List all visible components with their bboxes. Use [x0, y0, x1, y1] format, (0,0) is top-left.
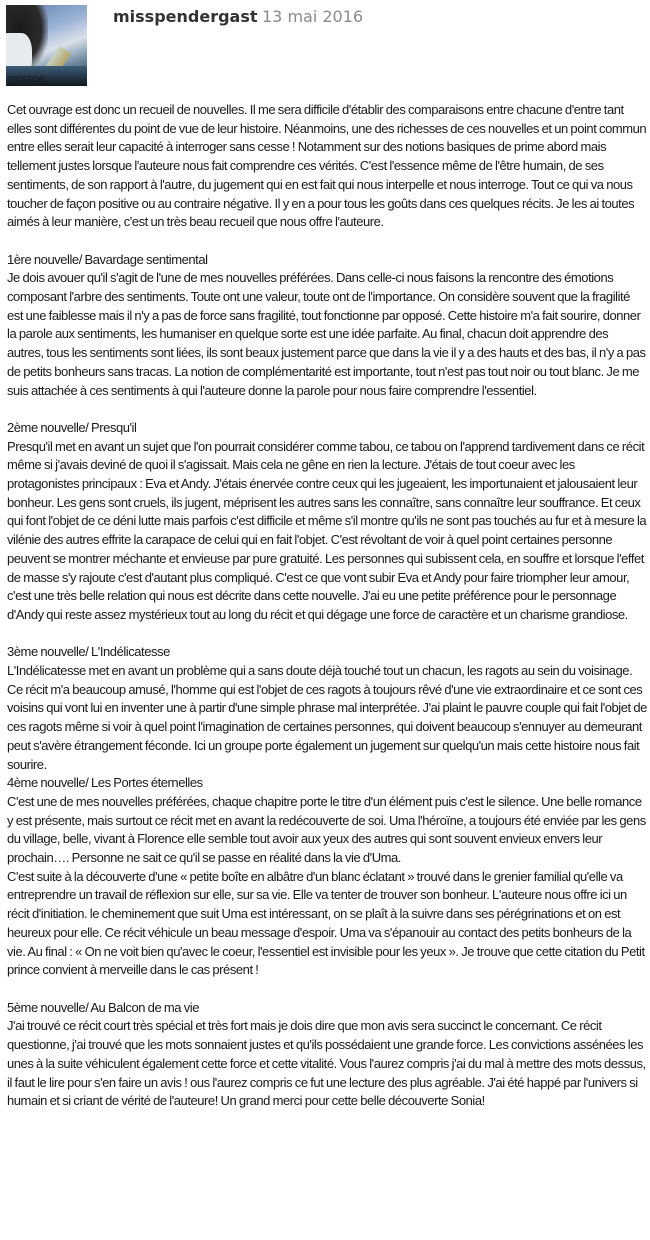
paragraph-gap — [7, 980, 647, 999]
post-header — [0, 0, 650, 90]
section-title-4: 4ème nouvelle/ Les Portes éternelles — [7, 775, 203, 791]
paragraph-gap — [7, 400, 647, 419]
section-text-3: L'Indélicatesse met en avant un problème qui a sans doute déjà touché tout un chacun, les ragots au sein du voisinage. Ce récit m'a beaucoup amusé, l'homme qui est l'objet de ces ragots à toujours rêvé d'une vie extraordinaire et ce sont ces voisins qui vont lui en inventer une à partir d'une simple phrase mal interprétée. J'ai plaint le pauvre couple qui fait l'objet de ces ragots même si voir à quel point l'imagination de certaines personnes, qui doivent beaucoup s'ennuyer au demeurant peut s'avère étrangement féconde. Ici un groupe porte également un jugement sur quelqu'un mais cette histoire nous fait sourire. — [7, 663, 647, 772]
author-username[interactable]: misspendergast — [113, 7, 258, 26]
section-text-1: Je dois avouer qu'il s'agit de l'une de mes nouvelles préférées. Dans celle-ci nous faisons la rencontre des émotions composant l'arbre des sentiments. Toute ont une valeur, toute ont de l'importance. On considère souvent que la fragilité est une faiblesse mais il n'y a pas de force sans fragilité, tout fonctionne par opposé. Cette histoire m'a fait sourire, donner la parole aux sentiments, les humaniser en quelque sorte est une idée parfaite. Au final, chacun doit apprendre des autres, tous les sentiments sont liées, ils sont beaux justement parce que dans la vie il y a des hauts et des bas, il n'y a pas de petits bonheurs sans tracas. La notion de complémentarité est importante, tout n'est pas tout noir ou tout blanc. Je me suis attachée à ces sentiments à qui l'auteure donne la parole pour nous faire comprendre l'essentiel. — [7, 270, 646, 398]
section-text-2: Presqu'il met en avant un sujet que l'on pourrait considérer comme tabou, ce tabou on l'apprend tardivement dans ce récit même si j'avais deviné de quoi il s'agissait. Mais cela ne gêne en rien la lecture. J'étais de tout coeur avec les protagonistes principaux : Eva et Andy. J'étais énervée contre ceux qui les jugeaient, les importunaient et jalousaient leur bonheur. Les gens sont cruels, ils jugent, méprisent les autres sans les connaître, sans connaître leur souffrance. Et ceux qui font l'objet de ce déni lutte mais parfois c'est difficile et même s'il montre qu'ils ne sont pas touchés au fur et à mesure la vilénie des autres effrite la carapace de celui qui en fait l'objet. C'est révoltant de voir à quel point certaines personne peuvent se montrer méchante et envieuse par pure gratuité. Les personnes qui subissent cela, en souffre et lorsque l'effet de masse s'y rajoute c'est d'autant plus compliqué. C'est ce que vont subir Eva et Andy pour faire triompher leur amour, c'est une très belle relation qui nous est décrite dans cette nouvelle. J'ai eu une petite préférence pour le personnage d'Andy qui reste assez mystérieux tout au long du récit et qui dégage une force de caractère et un charisme grandiose. — [7, 438, 647, 622]
section-title-3: 3ème nouvelle/ L'Indélicatesse — [7, 644, 170, 660]
review-body — [7, 101, 647, 1111]
paragraph-gap — [7, 232, 647, 251]
section-title-5: 5ème nouvelle/ Au Balcon de ma vie — [7, 999, 199, 1015]
section-title-1: 1ère nouvelle/ Bavardage sentimental — [7, 251, 208, 267]
section-text-4a: C'est une de mes nouvelles préférées, chaque chapitre porte le titre d'un élément puis c'est le silence. Une belle romance y est présente, mais surtout ce récit met en avant la redécouverte de soi. Uma l'héroïne, a toujours été enviée par les gens du village, belle, vivant à Florence elle semble tout avoir aux yeux des autres qui sont souvent envieux envers leur prochain…. Personne ne sait ce qu'il se passe en réalité dans la vie d'Uma. — [7, 793, 646, 866]
section-title-2: 2ème nouvelle/ Presqu'il — [7, 419, 137, 435]
post-date: 13 mai 2016 — [262, 7, 364, 26]
paragraph-gap — [7, 625, 647, 644]
review-intro: Cet ouvrage est donc un recueil de nouvelles. Il me sera difficile d'établir des comparaisons entre chacune d'entre tant elles sont différentes du point de vue de leur histoire. Néanmoins, une des richesses de ces nouvelles et un point commun entre elles serait leur capacité à interroger sans cesse ! Notamment sur des notions basiques de prime abord mais tellement justes lorsque l'auteure nous fait comprendre ces vérités. C'est l'essence même de l'être humain, de ses sentiments, de son rapport à l'autre, du jugement qui en est fait qui nous interpelle et nous interroge. Tout ce qui va nous toucher de façon positive ou au contraire négative. Il y en a pour tous les goûts dans ces quelques récits. Je les ai toutes aimés à leur manière, c'est un très beau recueil que nous offre l'auteure. — [7, 102, 647, 230]
user-avatar[interactable] — [6, 5, 87, 86]
section-text-5: J'ai trouvé ce récit court très spécial et très fort mais je dois dire que mon avis sera succinct le concernant. Ce récit questionne, j'ai trouvé que les mots sonnaient justes et qu'ils possédaient une grande force. Les convictions assénées les unes à la suite véhiculent également cette force et cette vitalité. Vous l'aurez compris j'ai du mal à mettre des mots dessus, il faut le lire pour s'en faire un avis ! ous l'aurez compris ce fut une lecture des plus agréable. J'ai été happé par l'univers si humain et si criant de vérité de l'auteure! Un grand merci pour cette belle découverte Sonia! — [7, 1018, 646, 1109]
section-text-4b: C'est suite à la découverte d'une « petite boîte en albâtre d'un blanc éclatant » trouvé dans le grenier familial qu'elle va entreprendre un travail de réflexion sur elle, sur sa vie. Elle va tenter de trouver son bonheur. L'auteure nous offre ici un récit d'initiation. le cheminement que suit Uma est intéressant, on se plaît à la suivre dans ses pérégrinations et on est heureux pour elle. Ce récit véhicule un beau message d'espoir. Uma va s'épanouir au contact des petits bonheurs de la vie. Au final : « On ne voit bien qu'avec le coeur, l'essentiel est invisible pour les yeux ». Je trouve que cette citation du Petit prince convient à merveille dans le cas présent ! — [7, 868, 645, 978]
avatar-overlay-text: misspe — [8, 72, 46, 85]
